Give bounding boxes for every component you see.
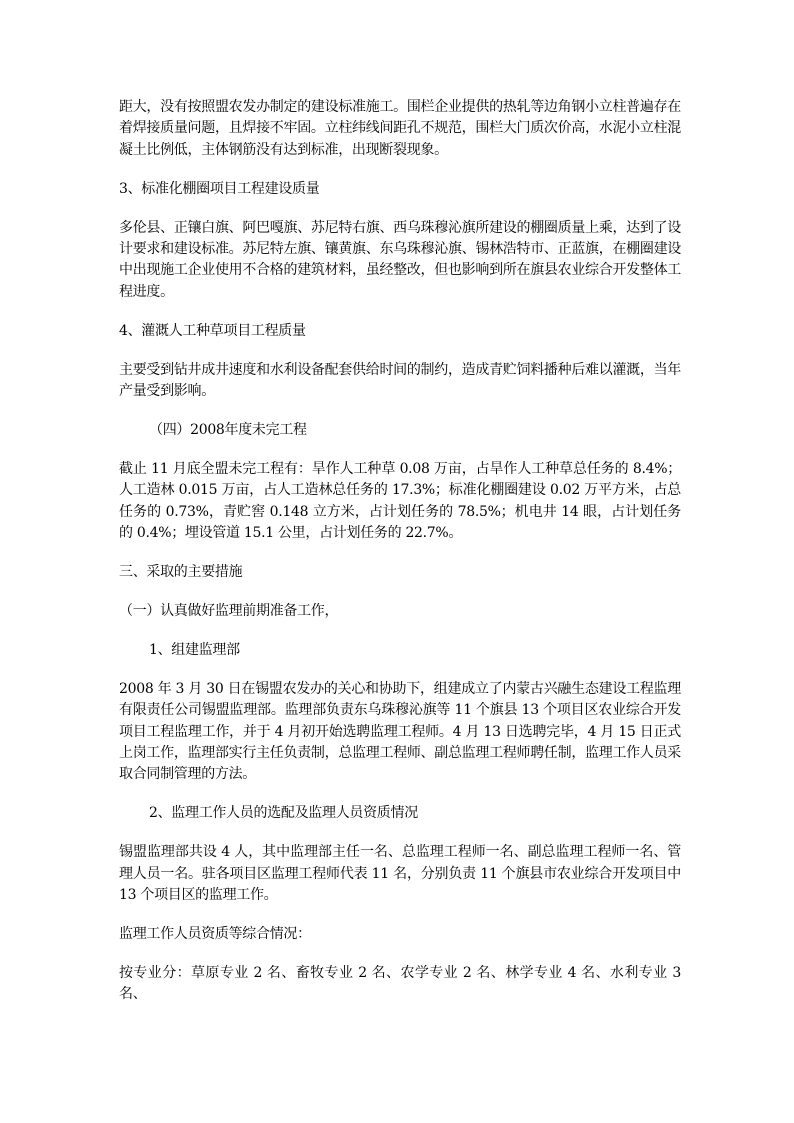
heading-preparation: （一）认真做好监理前期准备工作，: [119, 602, 339, 619]
heading-irrigated-grass: 4、灌溉人工种草项目工程质量: [119, 322, 306, 339]
document-body: [119, 97, 681, 1006]
heading-main-measures: 三、采取的主要措施: [119, 564, 243, 580]
heading-unfinished-works: （四）2008年度未完工程: [149, 421, 307, 438]
paragraph-staff-selection: 锡盟监理部共设 4 人，其中监理部主任一名、总监理工程师一名、副总监理工程师一名、管理人员一名。驻各项目区监理工程师代表 11 名，分别负责 11 个旗县市农业综合开发项目中 13 个项目区的监理工作。: [119, 844, 681, 903]
heading-staff-selection: 2、监理工作人员的选配及监理人员资质情况: [149, 805, 418, 822]
paragraph-unfinished-works: 截止 11 月底全盟未完工程有：旱作人工种草 0.08 万亩，占旱作人工种草总任务的 8.4%；人工造林 0.015 万亩，占人工造林总任务的 17.3%；标准化棚圈建设 0.02 万平方米，占总任务的 0.73%，青贮窖 0.148 立方米，占计划任务的 78.5%；机电井 14 眼，占计划任务的 0.4%；埋设管道 15.1 公里，占计划任务的 22.7%。: [119, 460, 681, 542]
paragraph-irrigated-grass: 主要受到钻井成井速度和水利设备配套供给时间的制约，造成青贮饲料播种后难以灌溉，当年产量受到影响。: [119, 361, 681, 400]
paragraph-setup-department: 2008 年 3 月 30 日在锡盟农发办的关心和协助下，组建成立了内蒙古兴融生态建设工程监理有限责任公司锡盟监理部。监理部负责东乌珠穆沁旗等 11 个旗县 13 个项目区农业综合开发项目工程监理工作，并于 4 月初开始选聘监理工程师。4 月 13 日选聘完毕，4 月 15 日正式上岗工作，监理部实行主任负责制，总监理工程师、副总监理工程师聘任制，监理工作人员采取合同制管理的方法。: [119, 680, 681, 783]
paragraph-staff-qualification: 监理工作人员资质等综合情况：: [119, 925, 311, 942]
heading-shed-quality: 3、标准化棚圈项目工程建设质量: [119, 180, 320, 197]
paragraph-fence-quality: 距大，没有按照盟农发办制定的建设标准施工。围栏企业提供的热轧等边角钢小立柱普遍存在着焊接质量问题，且焊接不牢固。立柱纬线间距孔不规范，围栏大门质次价高，水泥小立柱混凝土比例低，主体钢筋没有达到标准，出现断裂现象。: [119, 99, 681, 158]
paragraph-by-major: 按专业分：草原专业 2 名、畜牧专业 2 名、农学专业 2 名、林学专业 4 名、水利专业 3 名、: [119, 964, 681, 1003]
paragraph-shed-quality: 多伦县、正镶白旗、阿巴嘎旗、苏尼特右旗、西乌珠穆沁旗所建设的棚圈质量上乘，达到了设计要求和建设标准。苏尼特左旗、镶黄旗、东乌珠穆沁旗、锡林浩特市、正蓝旗，在棚圈建设中出现施工企业使用不合格的建筑材料，虽经整改，但也影响到所在旗县农业综合开发整体工程进度。: [119, 219, 681, 300]
heading-setup-department: 1、组建监理部: [149, 641, 240, 658]
